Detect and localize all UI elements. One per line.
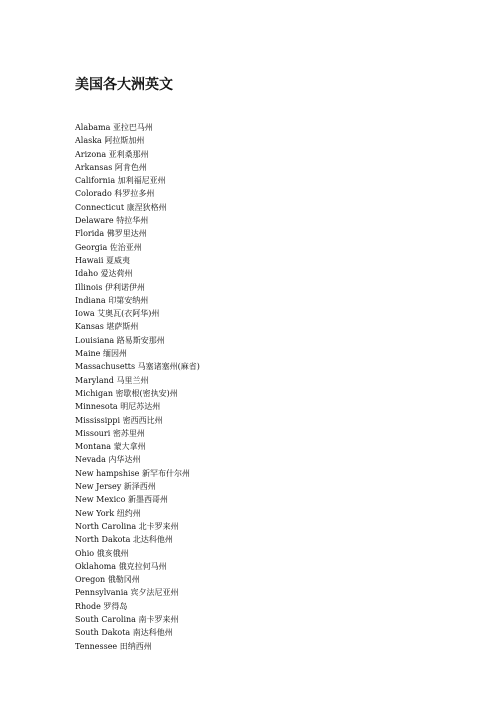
- state-text: Arkansas 阿肯色州: [75, 162, 147, 172]
- list-item: [75, 507, 200, 520]
- list-item: [75, 148, 200, 161]
- list-item: [75, 467, 200, 480]
- list-item: [75, 254, 200, 267]
- state-text: Alaska 阿拉斯加州: [75, 136, 145, 146]
- state-text: Massachusetts 马塞诸塞州(麻省): [75, 362, 200, 372]
- state-text: Arizona 亚利桑那州: [75, 149, 149, 159]
- state-text: South Dakota 南达科他州: [75, 628, 173, 638]
- list-item: [75, 241, 200, 254]
- document-title: 美国各大洲英文: [75, 77, 173, 93]
- state-text: Alabama 亚拉巴马州: [75, 123, 153, 132]
- list-item: [75, 227, 200, 240]
- list-item: [75, 201, 200, 214]
- state-text: Kansas 堪萨斯州: [75, 322, 139, 332]
- state-text: California 加利福尼亚州: [75, 176, 166, 186]
- state-text: Montana 蒙大拿州: [75, 442, 146, 452]
- list-item: [75, 174, 200, 187]
- state-text: Indiana 印第安纳州: [75, 295, 149, 305]
- state-text: Tennessee 田纳西州: [75, 641, 152, 651]
- state-text: Colorado 科罗拉多州: [75, 189, 155, 199]
- list-item: [75, 533, 200, 546]
- state-text: Florida 佛罗里达州: [75, 229, 147, 239]
- list-item: [75, 493, 200, 506]
- list-item: [75, 414, 200, 427]
- state-text: Connecticut 康涅狄格州: [75, 202, 167, 212]
- state-text: Hawaii 夏威夷: [75, 255, 131, 265]
- list-item: [75, 374, 200, 387]
- list-item: [75, 520, 200, 533]
- state-text: Missouri 密苏里州: [75, 428, 145, 438]
- list-item: [75, 626, 200, 639]
- state-text: Nevada 内华达州: [75, 455, 141, 465]
- list-item: [75, 600, 200, 613]
- list-item: [75, 586, 200, 599]
- state-text: Georgia 佐治亚州: [75, 242, 142, 252]
- state-text: Rhode 罗得岛: [75, 601, 128, 611]
- list-item: [75, 161, 200, 174]
- list-item: [75, 573, 200, 586]
- list-item: [75, 560, 200, 573]
- state-text: Maine 缅因州: [75, 349, 127, 359]
- state-text: Louisiana 路易斯安那州: [75, 335, 165, 345]
- list-item: [75, 307, 200, 320]
- state-text: New Mexico 新墨西哥州: [75, 495, 168, 505]
- list-item: [75, 187, 200, 200]
- state-text: Delaware 特拉华州: [75, 216, 149, 226]
- list-item: [75, 480, 200, 493]
- list-item: [75, 121, 200, 134]
- list-item: [75, 134, 200, 147]
- list-item: [75, 267, 200, 280]
- list-item: [75, 547, 200, 560]
- list-item: [75, 387, 200, 400]
- state-text: New Jersey 新泽西州: [75, 482, 156, 492]
- state-text: New hampshise 新罕布什尔州: [75, 468, 190, 478]
- list-item: [75, 440, 200, 453]
- state-text: Idaho 爱达荷州: [75, 269, 133, 279]
- list-item: [75, 294, 200, 307]
- list-item: [75, 360, 200, 373]
- list-item: [75, 214, 200, 227]
- list-item: [75, 453, 200, 466]
- list-item: [75, 281, 200, 294]
- state-text: Ohio 俄亥俄州: [75, 548, 129, 558]
- state-text: Oregon 俄勒冈州: [75, 575, 140, 585]
- list-item: [75, 320, 200, 333]
- state-text: Illinois 伊利诺伊州: [75, 282, 146, 292]
- state-text: South Carolina 南卡罗来州: [75, 614, 179, 624]
- state-text: New York 纽约州: [75, 508, 141, 518]
- state-text: Mississippi 密西西比州: [75, 415, 163, 425]
- state-text: Oklahoma 俄克拉何马州: [75, 561, 167, 571]
- list-item: [75, 400, 200, 413]
- state-text: North Carolina 北卡罗来州: [75, 521, 179, 531]
- list-item: [75, 347, 200, 360]
- state-text: Pennsylvania 宾夕法尼亚州: [75, 588, 179, 598]
- state-text: Michigan 密歇根(密执安)州: [75, 388, 178, 398]
- list-item: [75, 640, 200, 653]
- state-text: Maryland 马里兰州: [75, 375, 149, 385]
- list-item: [75, 334, 200, 347]
- state-text: Iowa 艾奥瓦(衣阿华)州: [75, 309, 160, 319]
- state-text: North Dakota 北达科他州: [75, 535, 173, 545]
- state-list: [75, 121, 200, 653]
- state-text: Minnesota 明尼苏达州: [75, 402, 161, 412]
- list-item: [75, 613, 200, 626]
- list-item: [75, 427, 200, 440]
